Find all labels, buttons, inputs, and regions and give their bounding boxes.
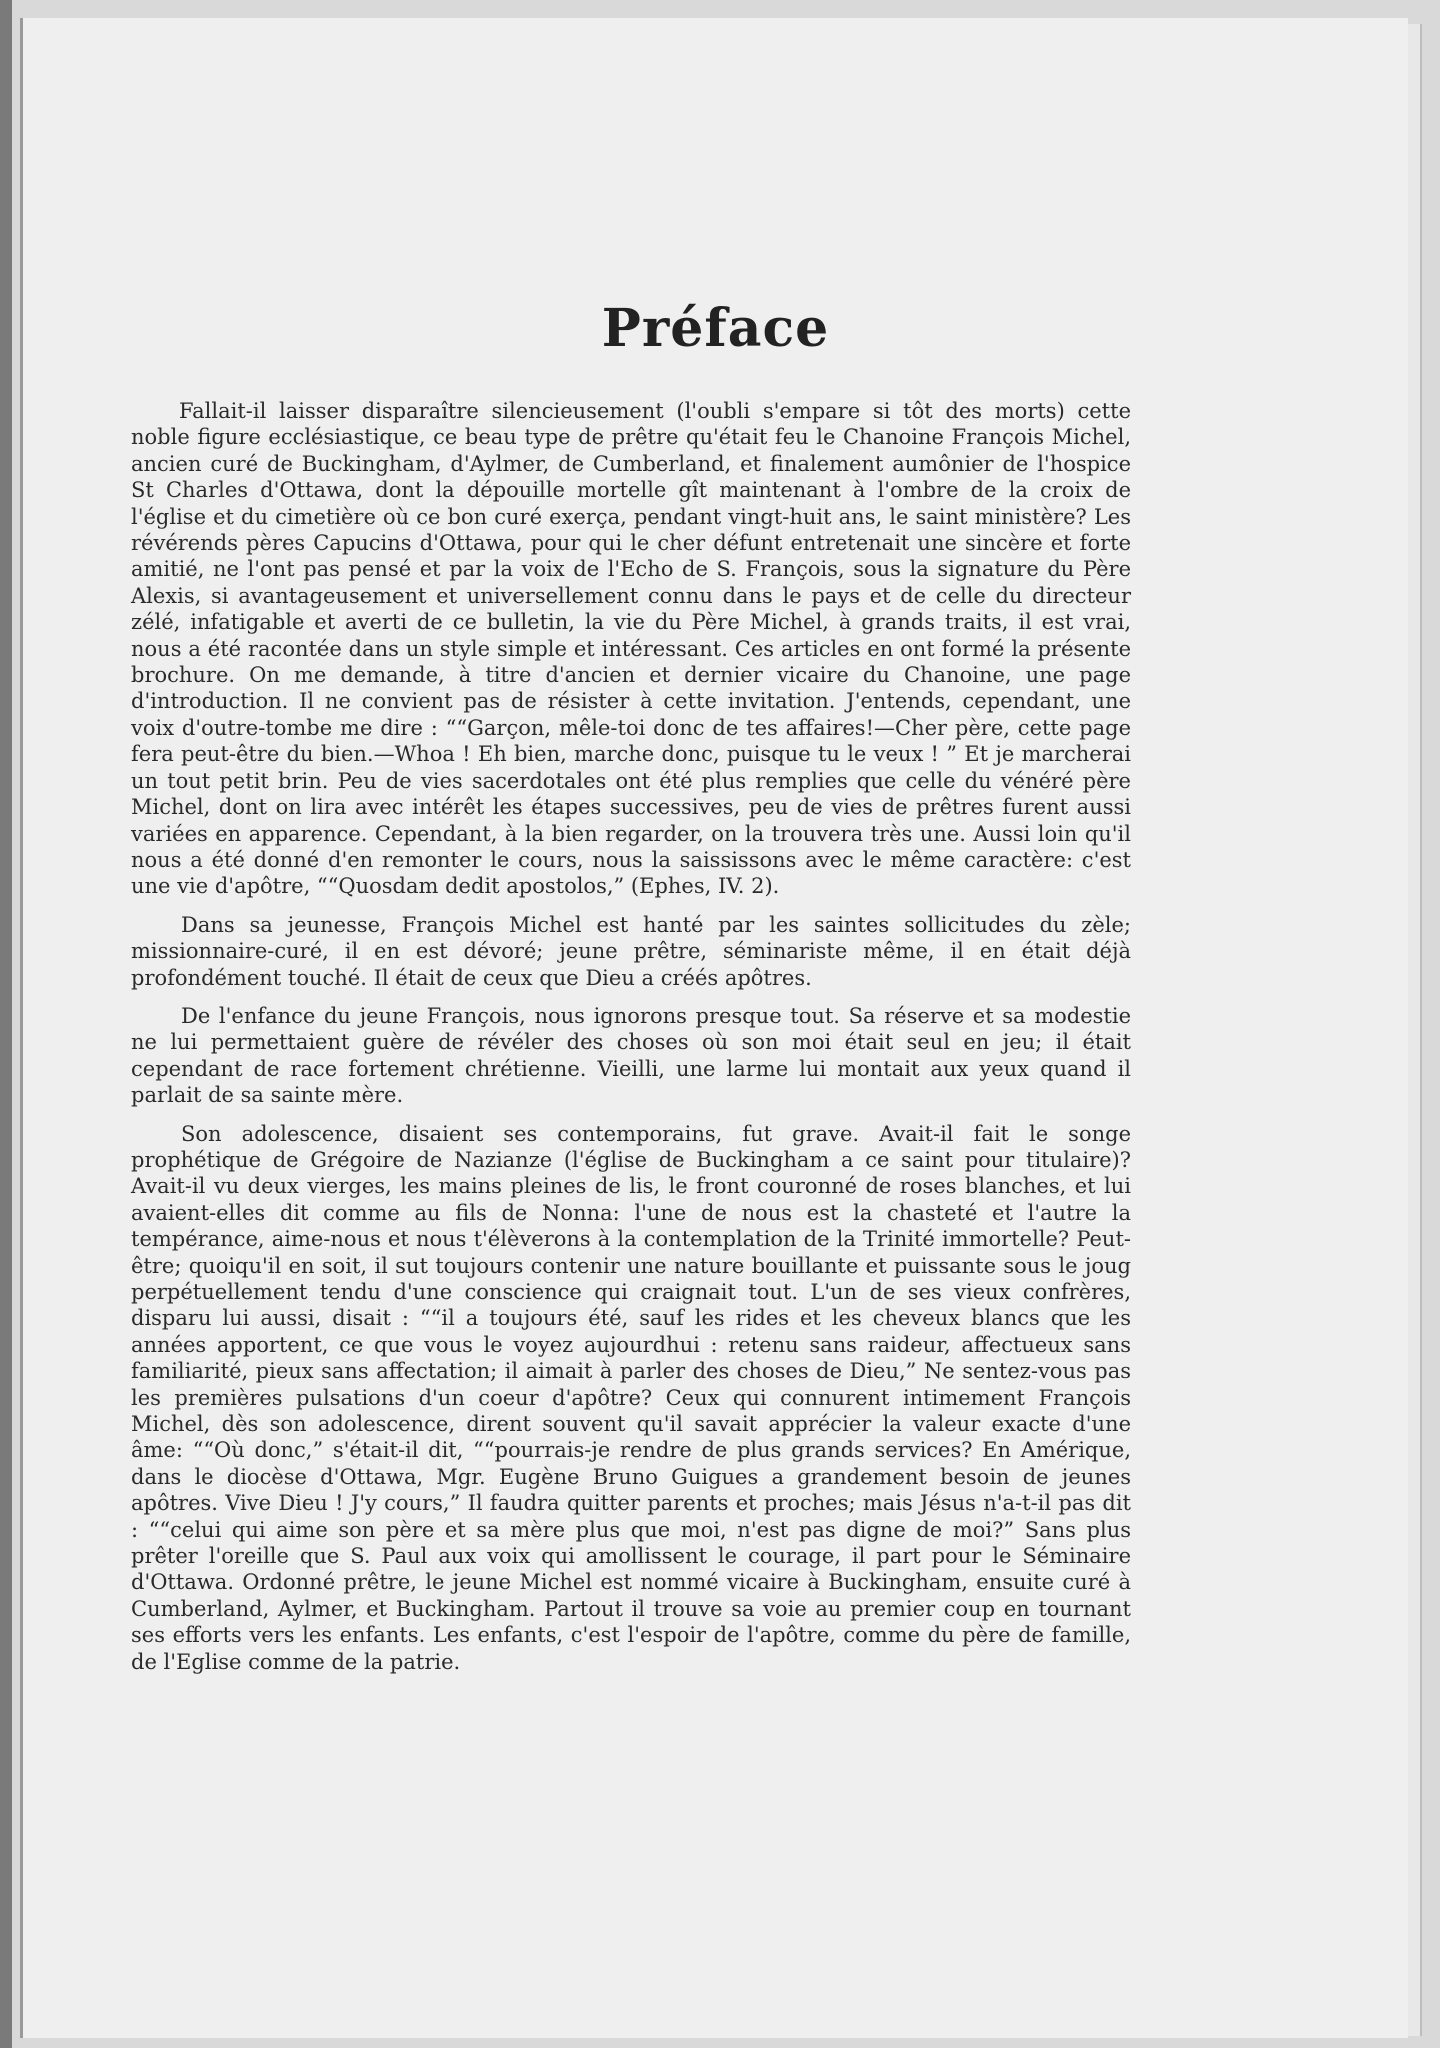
paragraph: Fallait-il laisser disparaître silencieusement (l'oubli s'empare si tôt des morts) cette noble figure ecclésiastique, ce beau type de prêtre qu'était feu le Chanoine François Michel, ancien curé de Buckingham, d'Aylmer, de Cumberland, et finalement aumônier de l'hospice St Charles d'Ottawa, dont la dépouille mortelle gît maintenant à l'ombre de la croix de l'église et du cimetière où ce bon curé exerça, pendant vingt-huit ans, le saint ministère? Les révérends pères Capucins d'Ottawa, pour qui le cher défunt entretenait une sincère et forte amitié, ne l'ont pas pensé et par la voix de l'Echo de S. François, sous la signature du Père Alexis, si avantageusement et universellement connu dans le pays et de celle du directeur zélé, infatigable et averti de ce bulletin, la vie du Père Michel, à grands traits, il est vrai, nous a été racontée dans un style simple et intéressant. Ces articles en ont formé la présente brochure. On me demande, à titre d'ancien et dernier vicaire du Chanoine, une page d'introduction. Il ne convient pas de résister à cette invitation. J'entends, cependant, une voix d'outre-tombe me dire : ““Garçon, mêle-toi donc de tes affaires!—Cher père, cette page fera peut-être du bien.—Whoa ! Eh bien, marche donc, puisque tu le veux ! ” Et je marcherai un tout petit brin. Peu de vies sacerdotales ont été plus remplies que celle du vénéré père Michel, dont on lira avec intérêt les étapes successives, peu de vies de prêtres furent aussi variées en apparence. Cependant, à la bien regarder, on la trouvera très une. Aussi loin qu'il nous a été donné d'en remonter le cours, nous la saississons avec le même caractère: c'est une vie d'apôtre, ““Quosdam dedit apostolos,” (Ephes, IV. 2). <box>131 399 1131 899</box>
paragraph: Dans sa jeunesse, François Michel est hanté par les saintes sollicitudes du zèle; missionnaire-curé, il en est dévoré; jeune prêtre, séminariste même, il en était déjà profondément touché. Il était de ceux que Dieu a créés apôtres. <box>131 912 1131 990</box>
page-title: Préface <box>601 298 830 359</box>
paragraph: De l'enfance du jeune François, nous ignorons presque tout. Sa réserve et sa modestie ne lui permettaient guère de révéler des choses où son moi était seul en jeu; il était cependant de race fortement chrétienne. Vieilli, une larme lui montait aux yeux quand il parlait de sa sainte mère. <box>131 1003 1131 1108</box>
preface-body <box>131 398 1131 1687</box>
document-page <box>20 18 1408 2038</box>
scan-edge <box>0 0 12 2048</box>
paragraph: Son adolescence, disaient ses contemporains, fut grave. Avait-il fait le songe prophétique de Grégoire de Nazianze (l'église de Buckingham a ce saint pour titulaire)? Avait-il vu deux vierges, les mains pleines de lis, le front couronné de roses blanches, et lui avaient-elles dit comme au fils de Nonna: l'une de nous est la chasteté et l'autre la tempérance, aime-nous et nous t'élèverons à la contemplation de la Trinité immortelle? Peut-être; quoiqu'il en soit, il sut toujours contenir une nature bouillante et puissante sous le joug perpétuellement tendu d'une conscience qui craignait tout. L'un de ses vieux confrères, disparu lui aussi, disait : ““il a toujours été, sauf les rides et les cheveux blancs que les années apportent, ce que vous le voyez aujourdhui : retenu sans raideur, affectueux sans familiarité, pieux sans affectation; il aimait à parler des choses de Dieu,” Ne sentez-vous pas les premières pulsations d'un coeur d'apôtre? Ceux qui connurent intimement François Michel, dès son adolescence, dirent souvent qu'il savait apprécier la valeur exacte d'une âme: ““Où donc,” s'était-il dit, ““pourrais-je rendre de plus grands services? En Amérique, dans le diocèse d'Ottawa, Mgr. Eugène Bruno Guigues a grandement besoin de jeunes apôtres. Vive Dieu ! J'y cours,” Il faudra quitter parents et proches; mais Jésus n'a-t-il pas dit : ““celui qui aime son père et sa mère plus que moi, n'est pas digne de moi?” Sans plus prêter l'oreille que S. Paul aux voix qui amollissent le courage, il part pour le Séminaire d'Ottawa. Ordonné prêtre, le jeune Michel est nommé vicaire à Buckingham, ensuite curé à Cumberland, Aylmer, et Buckingham. Partout il trouve sa voie au premier coup en tournant ses efforts vers les enfants. Les enfants, c'est l'espoir de l'apôtre, comme du père de famille, de l'Eglise comme de la patrie. <box>131 1121 1131 1674</box>
